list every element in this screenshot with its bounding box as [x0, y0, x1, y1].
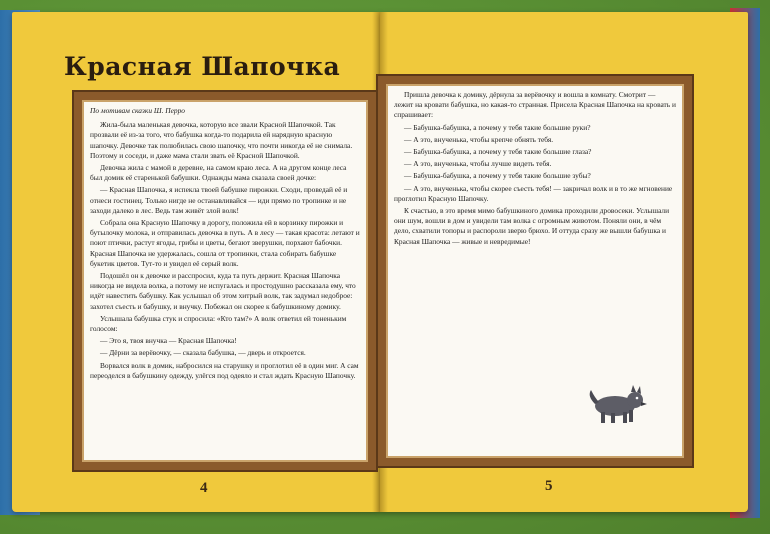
story-subtitle: По мотивам сказки Ш. Перро: [90, 106, 185, 115]
story-title: Красная Шапочка: [64, 52, 341, 81]
paragraph: — Бабушка-бабушка, а почему у тебя такие большие руки?: [404, 122, 591, 132]
paragraph: К счастью, в это время мимо бабушкиного домика проходили дровосеки. Услышали они шум, вошли в дом и увидели там волка с огромным животом. Поняли они, в чём дело, схватили топоры и распороли зверю брюхо. И оттуда сразу же вышли бабушка и Красная Шапочка — живые и невредимые!: [394, 206, 670, 246]
paragraph: — Бабушка-бабушка, а почему у тебя такие большие зубы?: [404, 171, 591, 181]
paragraph: — Это я, твоя внучка — Красная Шапочка!: [100, 336, 237, 346]
paragraph: Ворвался волк в домик, набросился на старушку и проглотил её в один миг. А сам переоделся в бабушкину одежду, улёгся под одеяло и стал ждать Красную Шапочку.: [90, 360, 359, 380]
wolf-illustration: [585, 382, 647, 424]
paragraph: — Красная Шапочка, я испекла твоей бабушке пирожки. Сходи, проведай её и отнеси гостинец. Только нигде не останавливайся — иди прямо по тропинке и не заходи далеко в лес. Ведь там живёт злой волк!: [90, 185, 348, 215]
left-text-frame: [74, 92, 376, 470]
paragraph: Жила-была маленькая девочка, которую все звали Красной Шапочкой. Так прозвали её из-за того, что бабушка когда-то подарила ей нарядную красную шапочку. Девочке так полюбилась свою шапочку, что почти никогда её не снимала. Поэтому и соседи, и даже мама стали звать её Красной Шапочкой.: [90, 120, 353, 160]
paragraph: — А это, внученька, чтобы крепче обнять тебя.: [404, 134, 554, 144]
paragraph: Собрала она Красную Шапочку в дорогу, положила ей в корзинку пирожки и бутылочку молока, и отправилась девочка в путь. А в лесу — такая красота: летают и поют птички, растут ягоды, грибы и цветы, бегают зверушки, порхают бабочки. Красная Шапочка не удержалась, сошла от тропинки, стала собирать бабушке букетик цветов. Тут-то и увидел её серый волк.: [90, 218, 360, 268]
paragraph: — Бабушка-бабушка, а почему у тебя такие большие глаза?: [404, 147, 592, 157]
paragraph: — А это, внученька, чтобы лучше видеть тебя.: [404, 159, 552, 169]
paragraph: Услышала бабушка стук и спросила: «Кто там?» А волк ответил ей тоненьким голосом:: [90, 313, 347, 334]
paragraph: Подошёл он к девочке и расспросил, куда та путь держит. Красная Шапочка никогда не видела волка, а потому не испугалась и простодушно рассказала ему, что идёт навестить бабушку. Как услышал об этом хитрый волк, так задумал недоброе: захотел съесть и бабушку, и внучку. Побежал он скорее к бабушкиному домику.: [90, 271, 356, 311]
paragraph: — А это, внученька, чтобы скорее съесть тебя! — закричал волк и в то же мгновение проглотил Красную Шапочку.: [394, 183, 673, 203]
page-number-right: 5: [545, 478, 553, 494]
paragraph: — Дёрни за верёвочку, — сказала бабушка, — дверь и откроется.: [100, 348, 306, 358]
paragraph: Пришла девочка к домику, дёрнула за верёвочку и вошла в комнату. Смотрит — лежит на кровати бабушка, но какая-то странная. Присела Красная Шапочка на кровать и спрашивает:: [394, 90, 676, 120]
page-number-left: 4: [200, 480, 208, 496]
paragraph: Девочка жила с мамой в деревне, на самом краю леса. А на другом конце леса был домик её старенькой бабушки. Однажды мама сказала своей дочке:: [90, 163, 347, 183]
